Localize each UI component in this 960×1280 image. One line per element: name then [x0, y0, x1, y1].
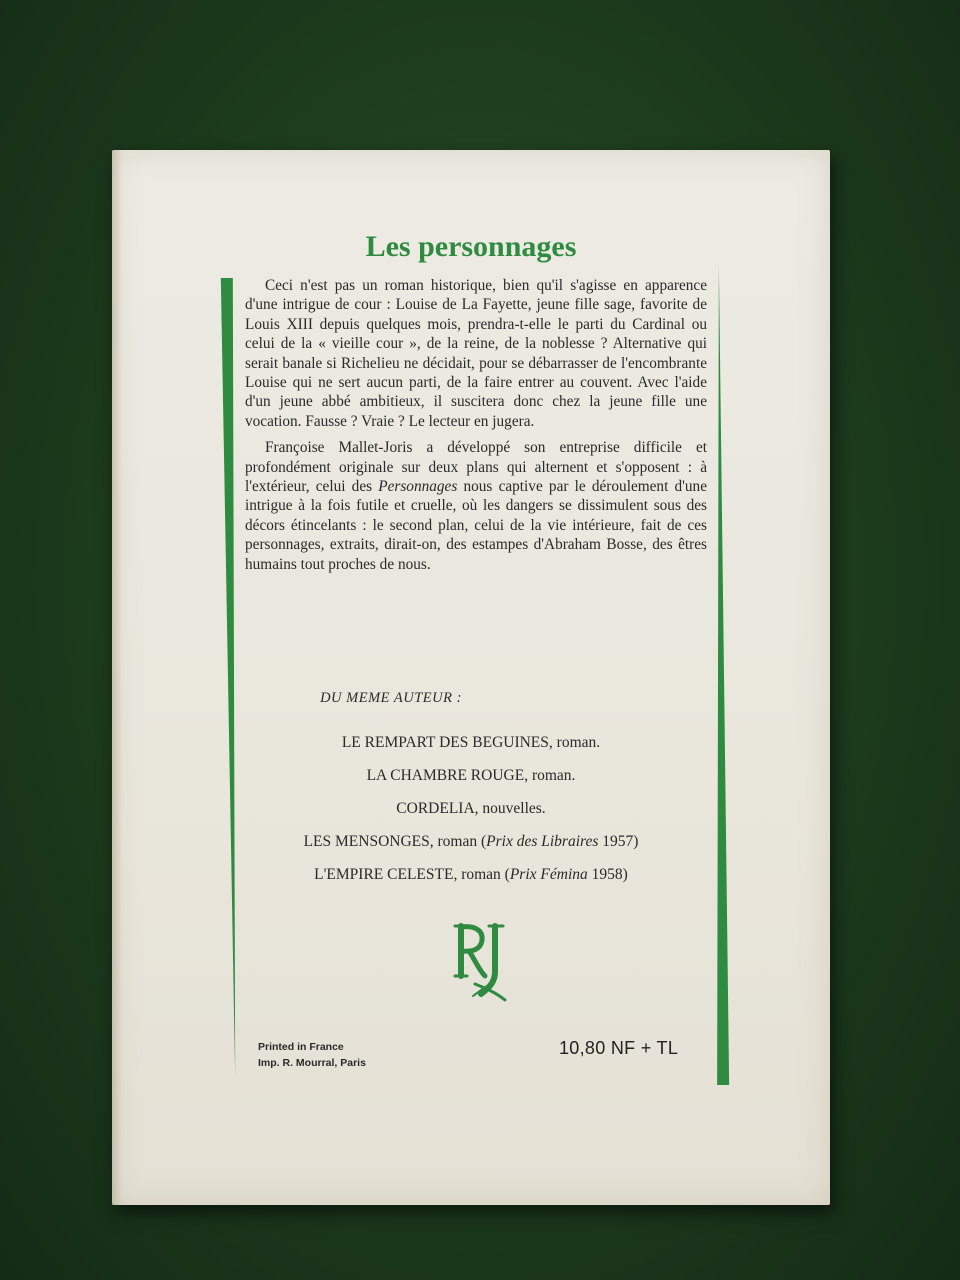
work-title: CORDELIA: [396, 800, 475, 817]
blurb-paragraph-1: Ceci n'est pas un roman historique, bien qu'il s'agisse en apparence d'une intrigue de cour : Louise de La Fayette, jeune fille sage, favorite de Louis XIII depuis quelques mois, prendra-t-elle le parti du Cardinal ou celui de la « vieille cour », de la reine, de la noblesse ? Alternative qui serait banale si Richelieu ne décidait, pour se débarrasser de l'encombrante Louise qui ne sert aucun parti, de la faire entrer au couvent. Avec l'aide d'un jeune abbé ambitieux, il suscitera donc chez la jeune fille une vocation. Fausse ? Vraie ? Le lecteur en jugera.: [245, 277, 707, 430]
left-green-rule: [221, 278, 241, 1078]
blurb-paragraph-2-start: Françoise Mallet-Joris a développé son entreprise difficile et profondément originale sur deux plans qui alternent et s'opposent : à l'extérieur, celui des: [245, 439, 707, 496]
work-note: , roman.: [548, 734, 601, 751]
blurb-book-title-italic: Personnages: [378, 478, 458, 496]
blurb: [245, 276, 707, 581]
book-title: Les personnages: [365, 230, 577, 263]
imprint-line-printer: Imp. R. Mourral, Paris: [258, 1057, 366, 1069]
work-note: , nouvelles.: [474, 800, 546, 817]
work-item: [112, 865, 830, 885]
work-year: 1957): [598, 833, 639, 850]
work-item: [112, 733, 830, 753]
work-title: LA CHAMBRE ROUGE: [366, 767, 525, 784]
also-by-author: [112, 690, 830, 898]
work-note: , roman.: [524, 767, 576, 784]
right-green-rule: [713, 265, 729, 1085]
blurb-paragraph-2-end: nous captive par le déroulement d'une intrigue à la fois futile et cruelle, où les dangers se dissimulent sous des décors étincelants : le second plan, celui de la vie intérieure, fait de ces personnages, extraits, dirait-on, des estampes d'Abraham Bosse, des êtres humains tout proches de nous.: [245, 478, 707, 573]
imprint: [258, 1039, 366, 1071]
work-prize: Prix des Libraires: [486, 833, 599, 850]
work-item: [112, 832, 830, 852]
work-title: L'EMPIRE CELESTE: [314, 866, 454, 883]
work-item: [112, 766, 830, 786]
book-back-cover: [112, 150, 830, 1205]
also-by-heading: DU MEME AUTEUR :: [320, 690, 462, 706]
work-note: , roman (: [453, 866, 510, 883]
work-title: LES MENSONGES: [303, 833, 430, 850]
imprint-line-country: Printed in France: [258, 1041, 344, 1053]
work-prize: Prix Fémina: [509, 866, 588, 883]
price: 10,80 NF + TL: [559, 1038, 679, 1058]
work-item: [112, 799, 830, 819]
work-note: , roman (: [429, 833, 487, 850]
work-title: LE REMPART DES BEGUINES: [341, 734, 549, 751]
publisher-monogram-icon: [451, 918, 515, 1004]
blurb-paragraph-2: [245, 438, 707, 574]
work-year: 1958): [587, 866, 628, 883]
